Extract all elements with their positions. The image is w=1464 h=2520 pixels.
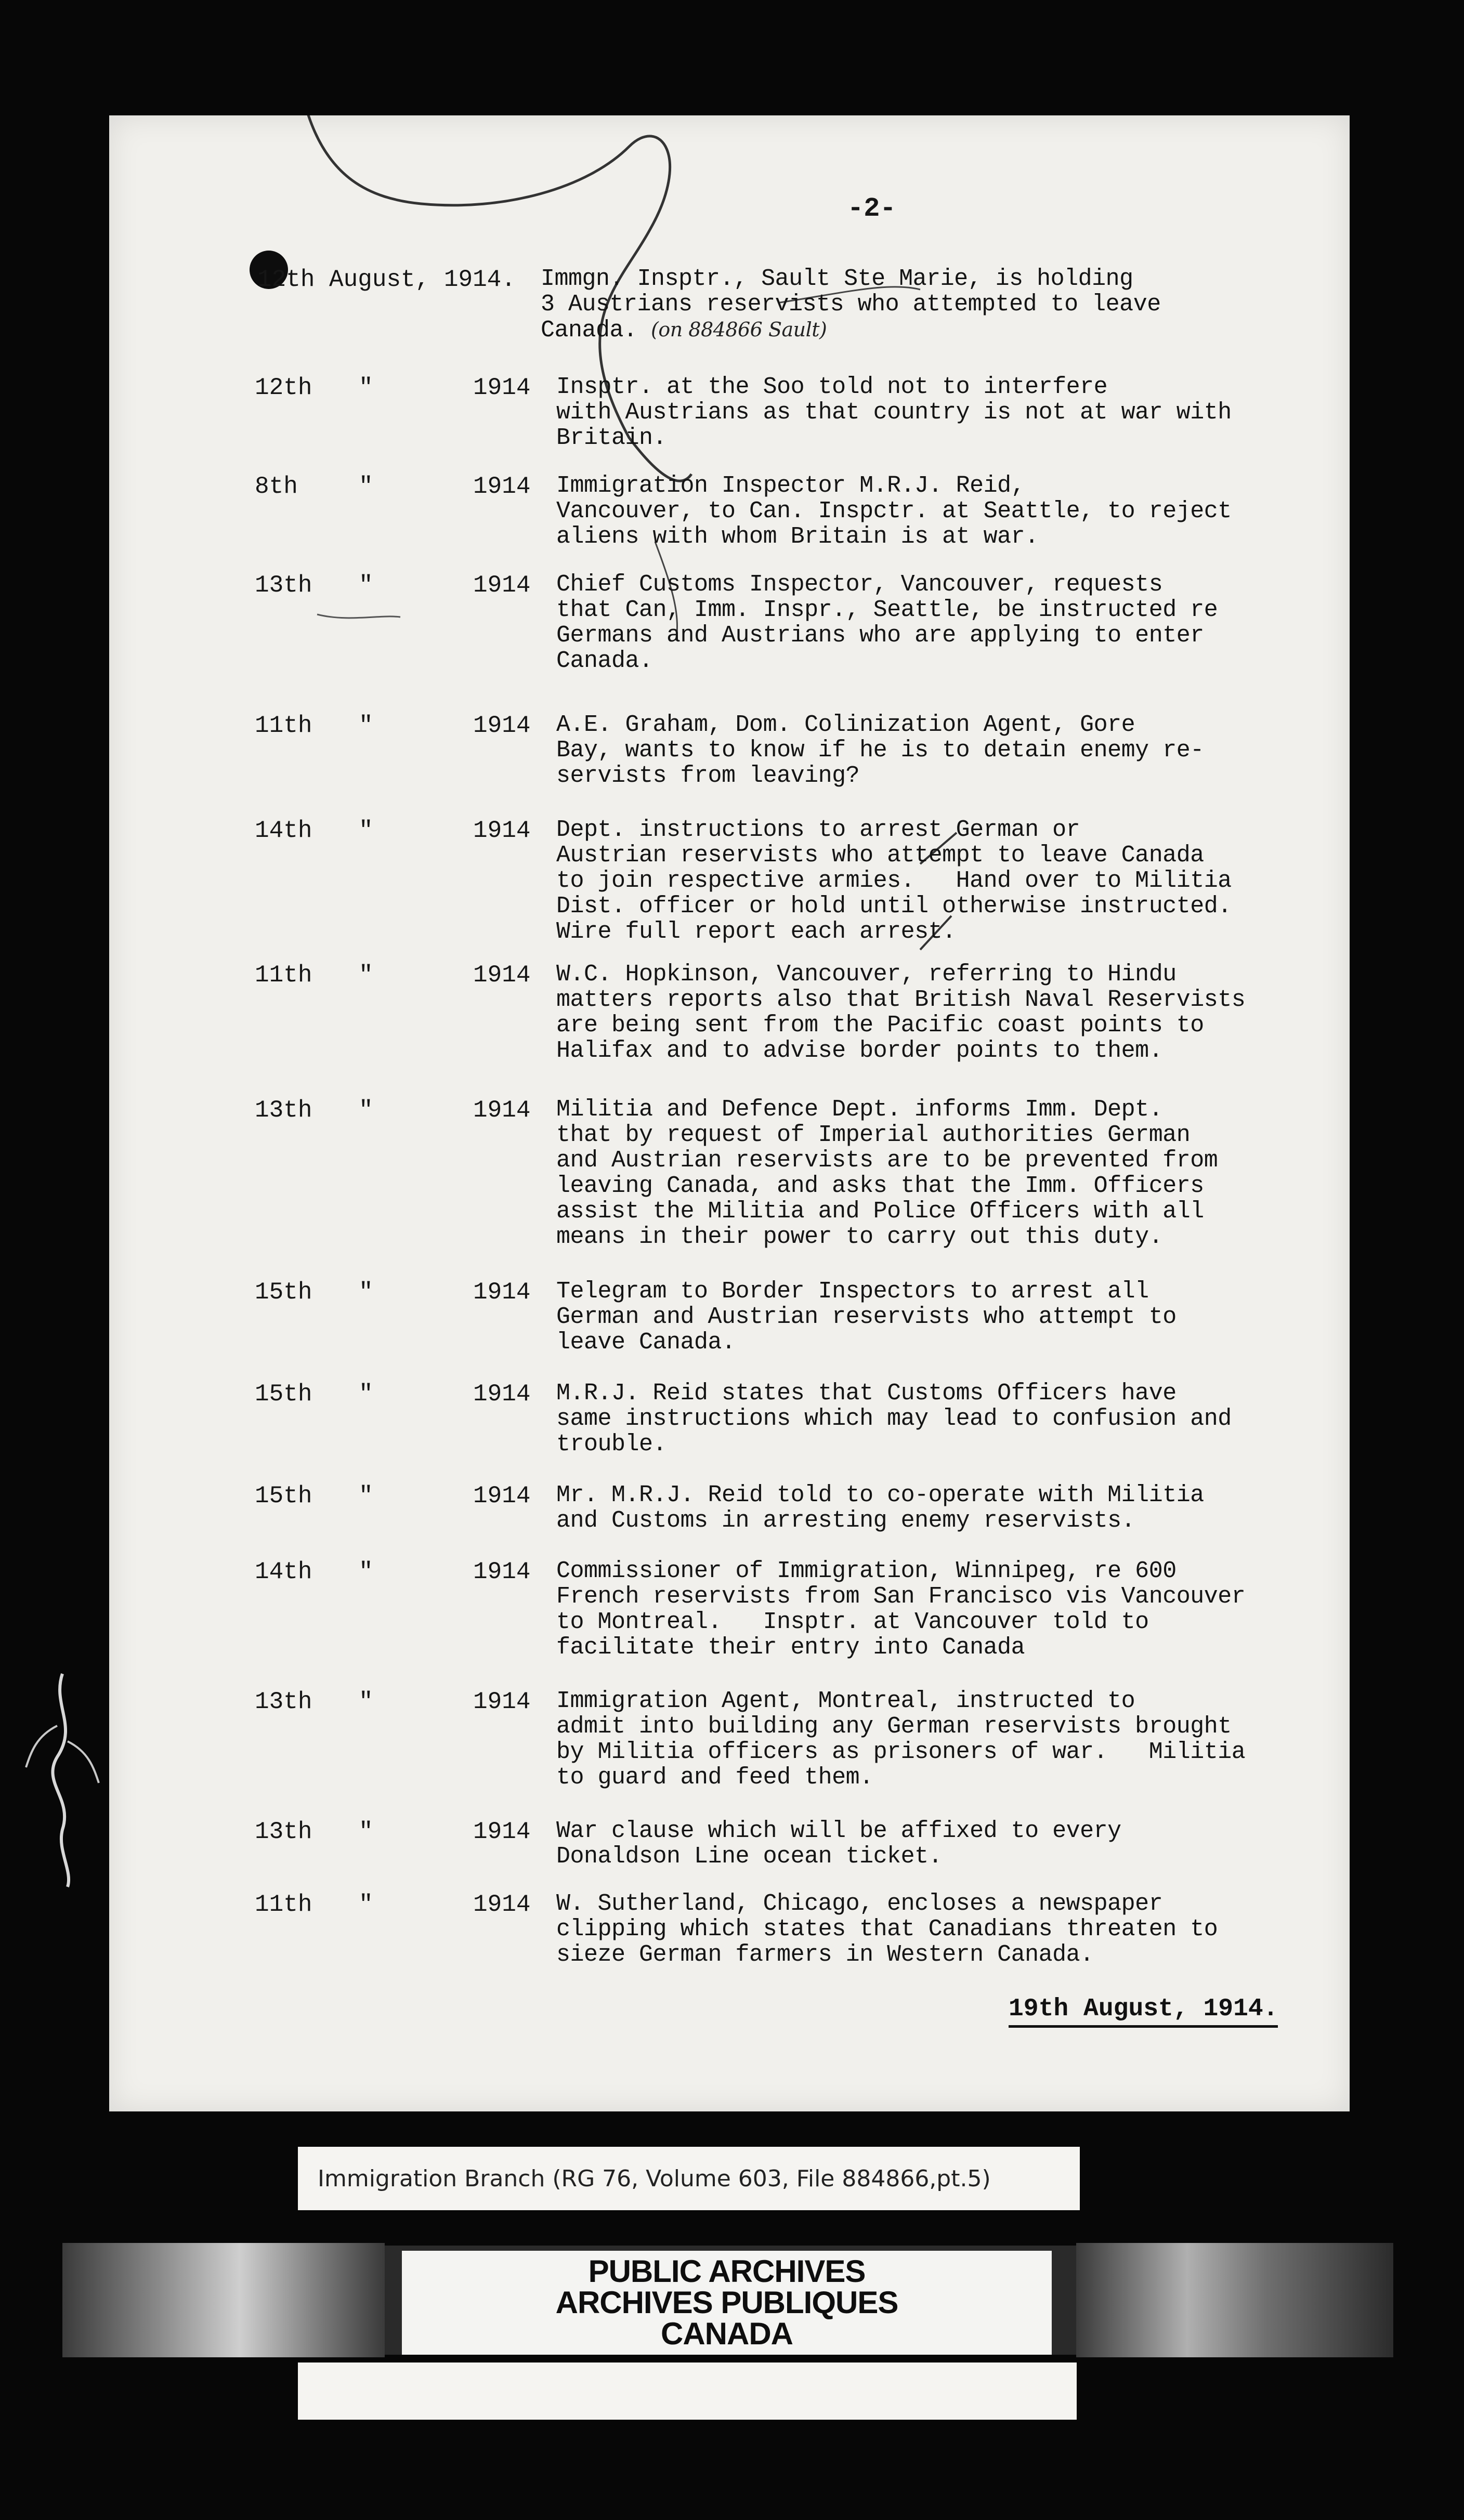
entry-day: 14th <box>255 817 312 844</box>
blank-label-strip <box>298 2362 1077 2420</box>
entry-year: 1914 <box>473 1482 531 1510</box>
entry-day: 13th <box>255 572 312 599</box>
entry-ditto-mark: " <box>359 1818 373 1845</box>
entry-text: Militia and Defence Dept. informs Imm. Dept. that by request of Imperial authorities German and Austrian reservists are to be prevented from leaving Canada, and asks that the Imm. Officers assist the Militia and Police Officers with all means in their power to carry out this duty. <box>556 1096 1218 1250</box>
entry-ditto-mark: " <box>359 712 373 739</box>
entry-text: Dept. instructions to arrest German or Austrian reservists who attempt to leave Canada to join respective armies. Hand over to Militia Dist. officer or hold until otherwise instructed. Wire full report each arrest. <box>556 817 1232 945</box>
entry-day: 11th <box>255 1891 312 1918</box>
entry-text: Immigration Agent, Montreal, instructed to admit into building any German reservists brought by Militia officers as prisoners of war. Militia to guard and feed them. <box>556 1688 1246 1791</box>
dust-fiber <box>21 1663 104 1892</box>
stamp-line-1: PUBLIC ARCHIVES <box>588 2254 866 2289</box>
entry-day: 14th <box>255 1558 312 1585</box>
entry-year: 1914 <box>473 1891 531 1918</box>
entry-day: 13th <box>255 1097 312 1124</box>
archive-reference-label: Immigration Branch (RG 76, Volume 603, File 884866,pt.5) <box>298 2147 1080 2210</box>
entry-ditto-mark: " <box>359 1482 373 1510</box>
entry-year: 1914 <box>473 817 531 844</box>
entry-ditto-mark: " <box>359 572 373 599</box>
entry-text: Commissioner of Immigration, Winnipeg, re 600 French reservists from San Francisco vis Vancouver to Montreal. Insptr. at Vancouver told to facilitate their entry into Canada <box>556 1558 1246 1661</box>
entry-year: 1914 <box>473 712 531 739</box>
entry-year: 1914 <box>473 1097 531 1124</box>
entry-ditto-mark: " <box>359 1688 373 1715</box>
entry-text: Chief Customs Inspector, Vancouver, requests that Can, Imm. Inspr., Seattle, be instructed re Germans and Austrians who are applying to enter Canada. <box>556 571 1218 674</box>
left-clip <box>62 2243 385 2357</box>
entry-year: 1914 <box>473 473 531 500</box>
entry-text <box>541 266 1331 343</box>
entry-ditto-mark: " <box>359 817 373 844</box>
entry-text: W.C. Hopkinson, Vancouver, referring to Hindu matters reports also that British Naval Reservists are being sent from the Pacific coast points to Halifax and to advise border points to them. <box>556 961 1246 1064</box>
entry-day: 15th <box>255 1381 312 1408</box>
entry-text-body: Immgn. Insptr., Sault Ste Marie, is holding 3 Austrians reservists who attempted to leave Canada. <box>541 266 1161 344</box>
entry-ditto-mark: " <box>359 962 373 989</box>
entry-day: 8th <box>255 473 298 500</box>
entry-date: 12th August, 1914. <box>257 266 516 293</box>
entry-year: 1914 <box>473 962 531 989</box>
handwritten-file-note: (on 884866 Sault) <box>651 318 827 341</box>
entry-text: War clause which will be affixed to every Donaldson Line ocean ticket. <box>556 1818 1121 1870</box>
entry-text: W. Sutherland, Chicago, encloses a newspaper clipping which states that Canadians threaten to sieze German farmers in Western Canada. <box>556 1891 1218 1968</box>
entry-text: Mr. M.R.J. Reid told to co-operate with Militia and Customs in arresting enemy reservists. <box>556 1482 1204 1534</box>
entry-year: 1914 <box>473 572 531 599</box>
entry-year: 1914 <box>473 1381 531 1408</box>
entry-day: 11th <box>255 712 312 739</box>
entry-ditto-mark: " <box>359 1558 373 1585</box>
right-clip <box>1076 2243 1393 2357</box>
entry-ditto-mark: " <box>359 1097 373 1124</box>
document-page <box>109 115 1350 2111</box>
entry-day: 15th <box>255 1279 312 1306</box>
entry-ditto-mark: " <box>359 374 373 401</box>
entry-ditto-mark: " <box>359 1381 373 1408</box>
signoff-date: 19th August, 1914. <box>1009 1995 1278 2028</box>
entry-text: Immigration Inspector M.R.J. Reid, Vancouver, to Can. Inspctr. at Seattle, to reject aliens with whom Britain is at war. <box>556 472 1232 550</box>
stamp-line-3: CANADA <box>661 2316 793 2351</box>
entry-year: 1914 <box>473 1818 531 1845</box>
entry-year: 1914 <box>473 374 531 401</box>
entry-ditto-mark: " <box>359 1279 373 1306</box>
entry-text: M.R.J. Reid states that Customs Officers have same instructions which may lead to confusion and trouble. <box>556 1380 1232 1458</box>
entry-day: 13th <box>255 1688 312 1715</box>
entry-day: 13th <box>255 1818 312 1845</box>
entry-day: 15th <box>255 1482 312 1510</box>
entry-text: Telegram to Border Inspectors to arrest all German and Austrian reservists who attempt to leave Canada. <box>556 1278 1177 1356</box>
entry-ditto-mark: " <box>359 1891 373 1918</box>
entry-text: Insptr. at the Soo told not to interfere with Austrians as that country is not at war with Britain. <box>556 374 1232 451</box>
entry-year: 1914 <box>473 1558 531 1585</box>
entry-day: 12th <box>255 374 312 401</box>
stamp-line-2: ARCHIVES PUBLIQUES <box>555 2285 898 2320</box>
page-number: -2- <box>847 193 896 224</box>
entry-ditto-mark: " <box>359 473 373 500</box>
entry-day: 11th <box>255 962 312 989</box>
entry-text: A.E. Graham, Dom. Colinization Agent, Gore Bay, wants to know if he is to detain enemy re- servists from leaving? <box>556 712 1204 789</box>
entry-year: 1914 <box>473 1688 531 1715</box>
public-archives-stamp <box>402 2251 1052 2355</box>
entry-year: 1914 <box>473 1279 531 1306</box>
